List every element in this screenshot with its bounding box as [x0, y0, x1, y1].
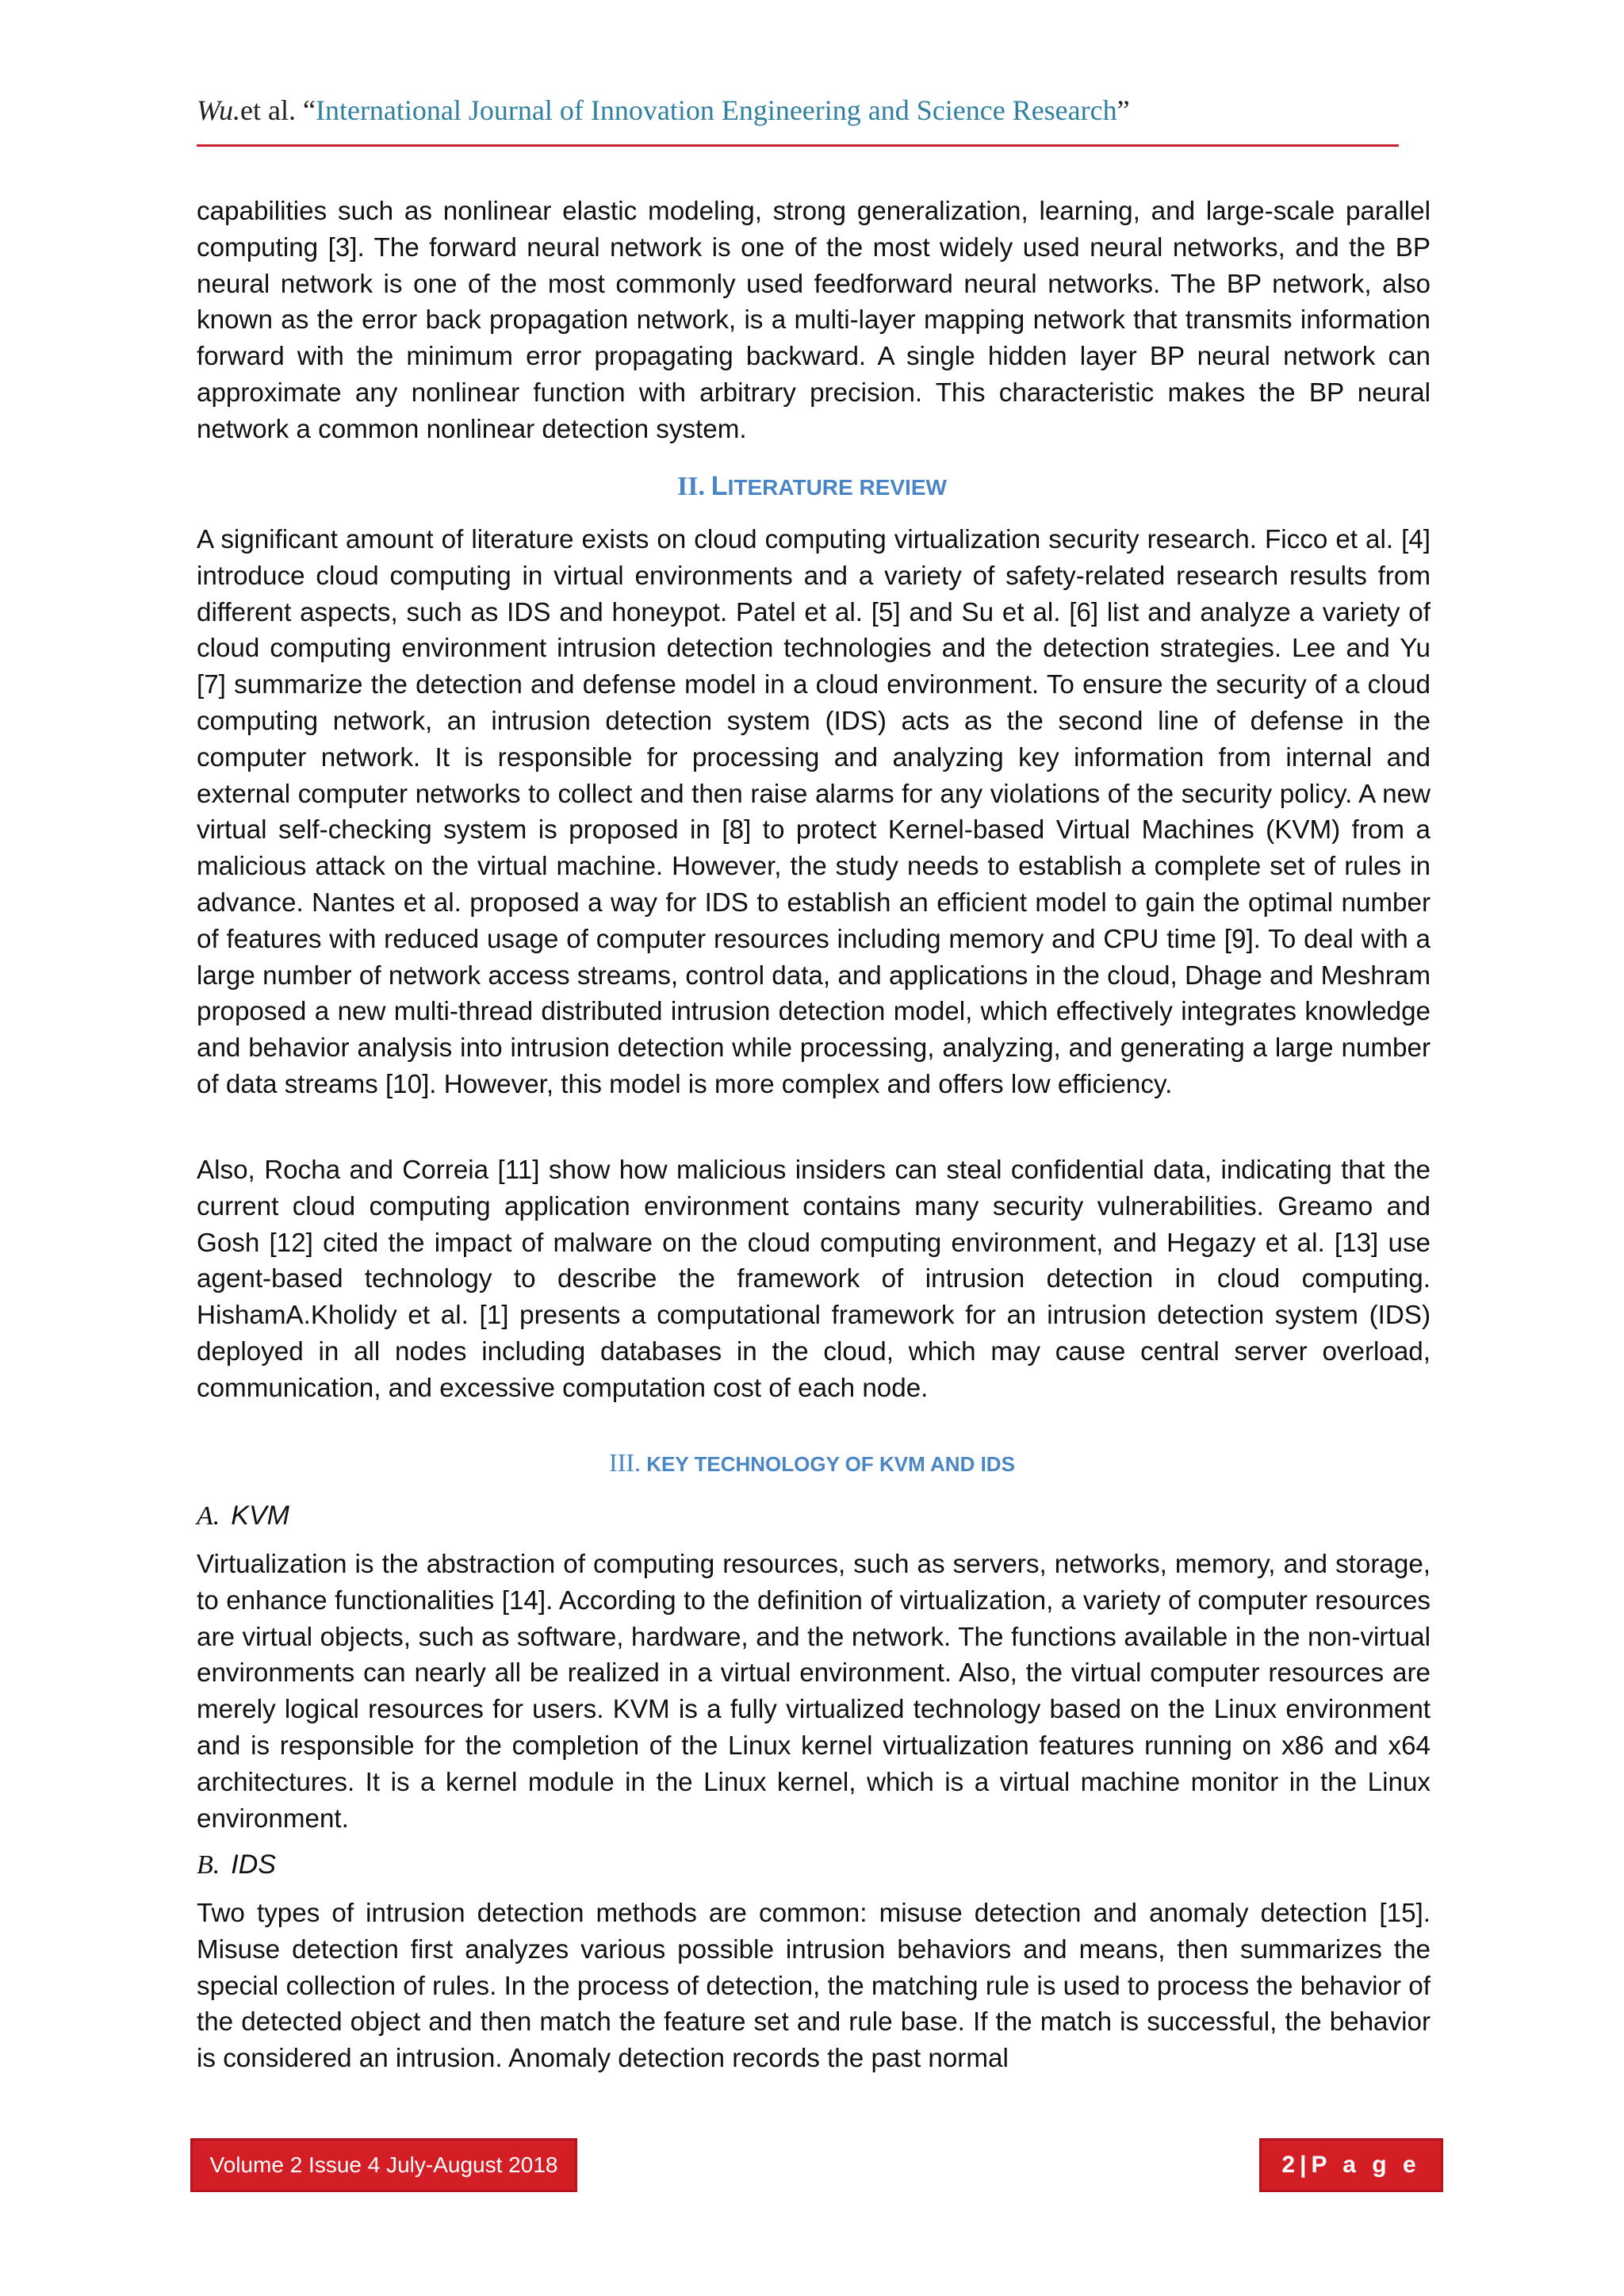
header-divider: [197, 144, 1399, 147]
header-author: Wu.: [197, 94, 241, 126]
section-title: KEY TECHNOLOGY OF KVM AND IDS: [646, 1452, 1015, 1476]
subsection-title: KVM: [231, 1501, 289, 1531]
section-number: III.: [609, 1448, 642, 1477]
footer-page-number: 2: [1281, 2152, 1300, 2178]
section-title-rest: ITERATURE REVIEW: [727, 475, 947, 500]
subsection-title: IDS: [231, 1849, 276, 1880]
header-etal: et al. “: [240, 94, 316, 126]
footer-page-label: |P a g e: [1300, 2152, 1421, 2178]
footer-page-box: [1259, 2138, 1443, 2192]
section-title-initial: L: [710, 471, 728, 501]
subsection-letter: B.: [197, 1850, 220, 1880]
footer-volume-text: Volume 2 Issue 4 July-August 2018: [209, 2152, 558, 2177]
paragraph-literature-2: Also, Rocha and Correia [11] show how malicious insiders can steal confidential data, indicating that the current cloud computing application environment contains many security vulnerabilities. Greamo and Gosh [12] cited the impact of malware on the cloud computing environment, and Hegazy et al. [13] use agent-based technology to describe the framework of intrusion detection in cloud computing. HishamA.Kholidy et al. [1] presents a computational framework for an intrusion detection system (IDS) deployed in all nodes including databases in the cloud, which may cause central server overload, communication, and excessive computation cost of each node.: [197, 1156, 1431, 1403]
footer-volume-box: [190, 2138, 577, 2192]
subsection-letter: A.: [197, 1501, 220, 1531]
paragraph-kvm: Virtualization is the abstraction of computing resources, such as servers, networks, memory, and storage, to enhance functionalities [14]. According to the definition of virtualization, a variety of computer resources are virtual objects, such as software, hardware, and the network. The functions available in the non-virtual environments can nearly all be realized in a virtual environment. Also, the virtual computer resources are merely logical resources for users. KVM is a fully virtualized technology based on the Linux environment and is responsible for the completion of the Linux kernel virtualization features running on x86 and x64 architectures. It is a kernel module in the Linux kernel, which is a virtual machine monitor in the Linux environment.: [197, 1550, 1431, 1834]
paragraph-literature-1: A significant amount of literature exists on cloud computing virtualization security research. Ficco et al. [4] introduce cloud computing in virtual environments and a variety of safety-related research results from different aspects, such as IDS and honeypot. Patel et al. [5] and Su et al. [6] list and analyze a variety of cloud computing environment intrusion detection technologies and the detection strategies. Lee and Yu [7] summarize the detection and defense model in a cloud environment. To ensure the security of a cloud computing network, an intrusion detection system (IDS) acts as the second line of defense in the computer network. It is responsible for processing and analyzing key information from internal and external computer networks to collect and then raise alarms for any violations of the security policy. A new virtual self-checking system is proposed in [8] to protect Kernel-based Virtual Machines (KVM) from a malicious attack on the virtual machine. However, the study needs to establish a complete set of rules in advance. Nantes et al. proposed a way for IDS to establish an efficient model to gain the optimal number of features with reduced usage of computer resources including memory and CPU time [9]. To deal with a large number of network access streams, control data, and applications in the cloud, Dhage and Meshram proposed a new multi-thread distributed intrusion detection model, which effectively integrates knowledge and behavior analysis into intrusion detection while processing, analyzing, and generating a large number of data streams [10]. However, this model is more complex and offers low efficiency.: [197, 525, 1431, 1099]
paragraph-ids: Two types of intrusion detection methods are common: misuse detection and anomaly detection [15]. Misuse detection first analyzes various possible intrusion behaviors and means, then summarizes the special collection of rules. In the process of detection, the matching rule is used to process the behavior of the detected object and then match the feature set and rule base. If the match is successful, the behavior is considered an intrusion. Anomaly detection records the past normal: [197, 1899, 1431, 2074]
section-heading-key-technology: [0, 1448, 1624, 1478]
subsection-heading-ids: [197, 1849, 276, 1880]
paragraph-intro-continued: capabilities such as nonlinear elastic modeling, strong generalization, learning, and large-scale parallel computing [3]. The forward neural network is one of the most widely used neural networks, and the BP neural network is one of the most commonly used feedforward neural networks. The BP network, also known as the error back propagation network, is a multi-layer mapping network that transmits information forward with the minimum error propagating backward. A single hidden layer BP neural network can approximate any nonlinear function with arbitrary precision. This characteristic makes the BP neural network a common nonlinear detection system.: [197, 197, 1431, 444]
header-journal-title: International Journal of Innovation Engineering and Science Research: [315, 94, 1117, 126]
section-number: II.: [677, 472, 705, 501]
running-header: [197, 94, 1399, 127]
section-heading-literature-review: [0, 471, 1624, 502]
header-close-quote: ”: [1116, 94, 1130, 126]
subsection-heading-kvm: [197, 1501, 289, 1531]
